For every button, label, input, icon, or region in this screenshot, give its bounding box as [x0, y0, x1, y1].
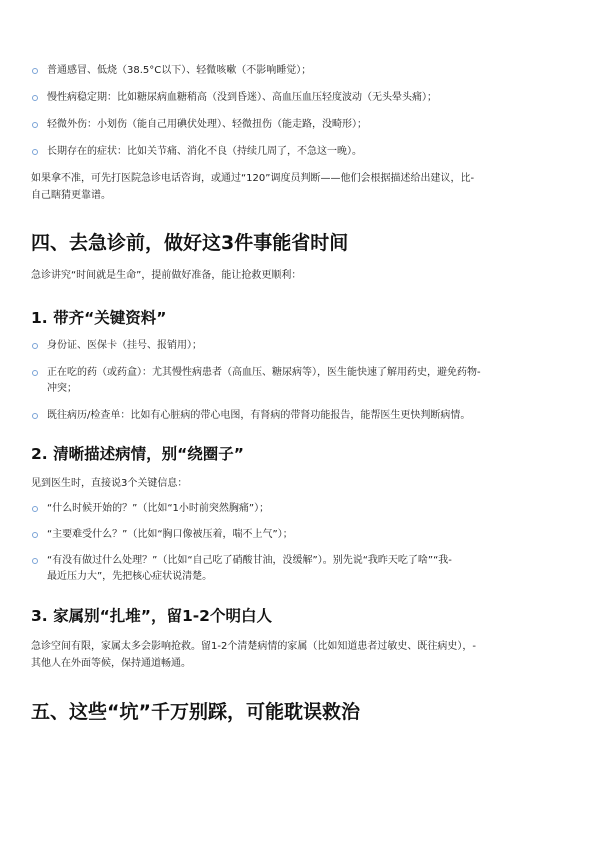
bullet-icon: [32, 370, 38, 376]
bullet-icon: [32, 95, 38, 101]
subheading-bring-documents: 1. 带齐“关键资料”: [31, 309, 167, 327]
paragraph-line: 其他人在外面等候，保持通道畅通。: [31, 658, 191, 669]
paragraph-line: 急诊空间有限，家属太多会影响抢救。留1-2个清楚病情的家属（比如知道患者过敏史、既往病史），-: [31, 641, 476, 652]
document-body: [31, 63, 567, 725]
key-info-list: [31, 501, 567, 585]
list-item: [31, 90, 567, 106]
section-heading-4: 四、去急诊前，做好这3件事能省时间: [31, 232, 349, 254]
describe-intro: 见到医生时，直接说3个关键信息：: [31, 478, 188, 489]
list-item-text: 既往病历/检查单：比如有心脏病的带心电图，有肾病的带肾功能报告，能帮医生更快判断病情。: [47, 410, 471, 421]
bullet-icon: [32, 343, 38, 349]
list-item: [31, 501, 567, 517]
list-item: [31, 63, 567, 79]
subheading-describe-condition: 2. 清晰描述病情，别“绕圈子”: [31, 445, 244, 463]
list-item: [31, 144, 567, 160]
section-4-intro: 急诊讲究“时间就是生命”，提前做好准备，能让抢救更顺利：: [31, 270, 302, 281]
paragraph-line: 如果拿不准，可先打医院急诊电话咨询，或通过“120”调度员判断——他们会根据描述给出建议，比-: [31, 173, 475, 184]
bullet-icon: [32, 68, 38, 74]
list-item-text: 冲突；: [47, 383, 77, 394]
list-item: [31, 365, 567, 397]
non-urgent-list: [31, 63, 567, 160]
list-item-text: 普通感冒、低烧（38.5°C以下）、轻微咳嗽（不影响睡觉）；: [47, 65, 312, 76]
list-item: [31, 408, 567, 424]
documents-list: [31, 338, 567, 424]
bullet-icon: [32, 532, 38, 538]
list-item-text: “有没有做过什么处理？”（比如“自己吃了硝酸甘油，没缓解”）。别先说“我昨天吃了啥”“我-: [47, 555, 452, 566]
bullet-icon: [32, 413, 38, 419]
list-item-text: 轻微外伤：小划伤（能自己用碘伏处理）、轻微扭伤（能走路，没畸形）；: [47, 119, 367, 130]
family-paragraph: [31, 638, 567, 672]
list-item: [31, 117, 567, 133]
subheading-family-members: 3. 家属别“扎堆”，留1-2个明白人: [31, 607, 272, 625]
list-item: [31, 527, 567, 543]
list-item-text: 正在吃的药（或药盒）：尤其慢性病患者（高血压、糖尿病等），医生能快速了解用药史，避免药物-: [47, 367, 481, 378]
list-item: [31, 553, 567, 585]
section-heading-5: 五、这些“坑”千万别踩，可能耽误救治: [31, 701, 360, 723]
list-item: [31, 338, 567, 354]
bullet-icon: [32, 506, 38, 512]
bullet-icon: [32, 122, 38, 128]
list-item-text: 最近压力大”，先把核心症状说清楚。: [47, 571, 213, 582]
bullet-icon: [32, 558, 38, 564]
paragraph-line: 自己瞎猜更靠谱。: [31, 190, 111, 201]
paragraph-120-advice: [31, 170, 567, 204]
list-item-text: “主要难受什么？”（比如“胸口像被压着，喘不上气”）；: [47, 529, 293, 540]
list-item-text: 长期存在的症状：比如关节痛、消化不良（持续几周了，不急这一晚）。: [47, 146, 362, 157]
bullet-icon: [32, 149, 38, 155]
list-item-text: 身份证、医保卡（挂号、报销用）；: [47, 340, 202, 351]
list-item-text: 慢性病稳定期：比如糖尿病血糖稍高（没到昏迷）、高血压血压轻度波动（无头晕头痛）；: [47, 92, 437, 103]
list-item-text: “什么时候开始的？”（比如“1小时前突然胸痛”）；: [47, 503, 270, 514]
